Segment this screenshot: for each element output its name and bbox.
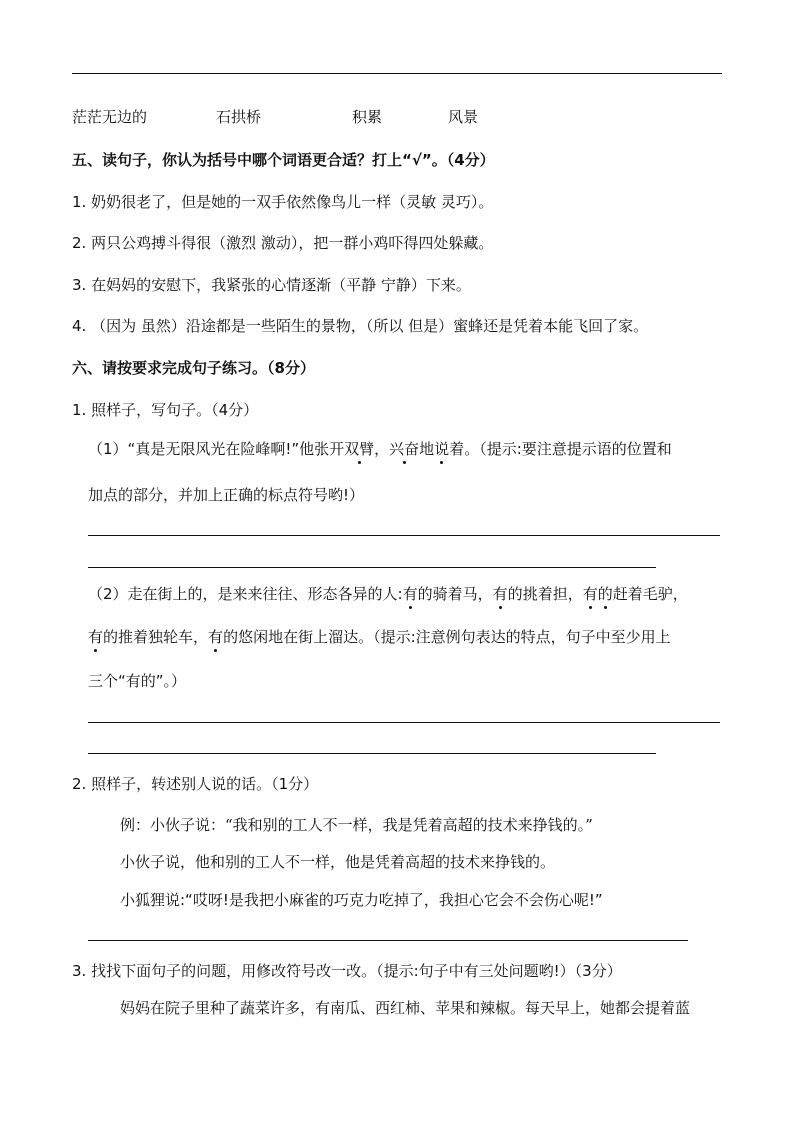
q1-part2-line3: 三个“有的”。）: [88, 672, 187, 690]
de-1: 的: [417, 585, 433, 603]
section-5-item-3: 3. 在妈妈的安慰下，我紧张的心情逐渐（平静 宁静）下来。: [72, 276, 471, 294]
q1-part2-s3: 赶着毛驴，: [612, 585, 688, 603]
answer-line-4[interactable]: [88, 753, 656, 754]
q1-part2-line2: [88, 626, 671, 647]
q2-title: 2. 照样子，转述别人说的话。（1分）: [72, 775, 319, 793]
dotted-you-5: 有: [208, 628, 224, 646]
q1-part2-s1: 骑着马，: [432, 585, 493, 603]
q2-example-answer: 小伙子说，他和别的工人不一样，他是凭着高超的技术来挣钱的。: [120, 853, 556, 871]
dotted-word-xingfen: 兴奋: [389, 440, 420, 458]
word-2: 石拱桥: [216, 108, 262, 126]
dotted-you-3: 有: [582, 585, 598, 603]
q1-part2-text-a: （2）走在街上的，是来来往往、形态各异的人:: [88, 585, 403, 603]
de-2: 的: [507, 585, 523, 603]
q1-part2-line2a: 推着独轮车，: [118, 628, 209, 646]
q1-part1-text-c: 地: [419, 440, 435, 458]
section-5-item-1: 1. 奶奶很老了，但是她的一双手依然像鸟儿一样（灵敏 灵巧）。: [72, 193, 494, 211]
de-4: 的: [103, 628, 119, 646]
dotted-word-shuo: 说: [434, 440, 450, 458]
q3-text: 妈妈在院子里种了蔬菜许多，有南瓜、西红柿、苹果和辣椒。每天早上，她都会提着蓝: [120, 999, 691, 1017]
q1-part2-line1: [88, 583, 688, 604]
q1-part2-s2: 挑着担，: [522, 585, 583, 603]
q3-title: 3. 找找下面句子的问题，用修改符号改一改。（提示:句子中有三处问题哟!）（3分）: [72, 962, 622, 980]
word-1: 茫茫无边的: [72, 108, 148, 126]
word-3: 积累: [352, 108, 383, 126]
section-6-heading: 六、请按要求完成句子练习。（8分）: [72, 359, 315, 377]
dotted-you-1: 有: [402, 585, 418, 603]
answer-line-3[interactable]: [88, 722, 720, 723]
dotted-you-4: 有: [88, 628, 104, 646]
q1-part1-text-e: 着。（提示:要注意提示语的位置和: [449, 440, 672, 458]
q1-part1-line1: [88, 438, 672, 459]
section-5-item-2: 2. 两只公鸡搏斗得很（激烈 激动），把一群小鸡吓得四处躲藏。: [72, 234, 494, 252]
top-rule: [72, 73, 722, 74]
section-5-item-4: 4. （因为 虽然）沿途都是一些陌生的景物，（所以 但是）蜜蜂还是凭着本能飞回了家。: [72, 317, 649, 335]
de-5: 的: [223, 628, 239, 646]
q2-task: 小狐狸说:“哎呀!是我把小麻雀的巧克力吃掉了，我担心它会不会伤心呢!”: [120, 891, 603, 909]
answer-line-1[interactable]: [88, 535, 720, 536]
answer-line-2[interactable]: [88, 567, 656, 568]
q1-part1-line2: 加点的部分，并加上正确的标点符号哟!）: [88, 486, 365, 504]
word-4: 风景: [448, 108, 479, 126]
dotted-word-shuangbi: 双臂: [344, 440, 375, 458]
section-5-heading: 五、读句子，你认为括号中哪个词语更合适？打上“√”。（4分）: [72, 151, 495, 169]
q1-part2-line2b: 悠闲地在街上溜达。（提示:注意例句表达的特点，句子中至少用上: [238, 628, 671, 646]
dotted-you-2: 有: [492, 585, 508, 603]
answer-line-5[interactable]: [88, 940, 688, 941]
q1-part1-text-a: （1）“真是无限风光在险峰啊!”他张开: [88, 440, 345, 458]
q1-part1-text-b: ，: [374, 440, 390, 458]
q2-example: 例：小伙子说：“我和别的工人不一样，我是凭着高超的技术来挣钱的。”: [120, 816, 593, 834]
dotted-de-3: 的: [597, 585, 613, 603]
q1-title: 1. 照样子，写句子。（4分）: [72, 401, 259, 419]
